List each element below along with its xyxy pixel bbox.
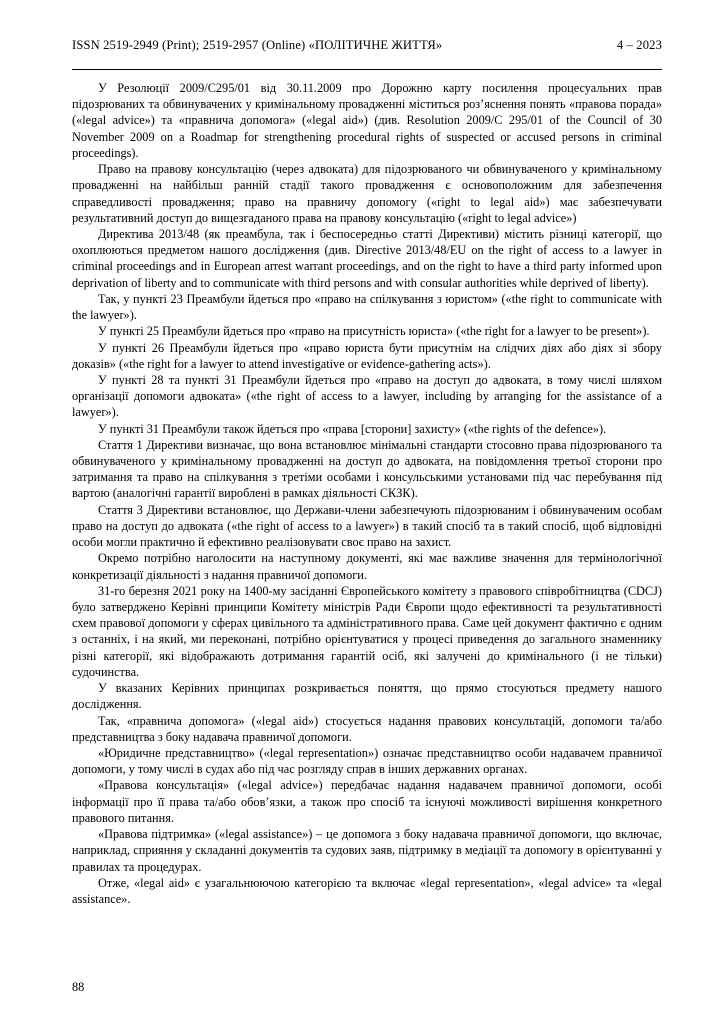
paragraph: «Правова підтримка» («legal assistance») – це допомога з боку надавача правничої допомоги, що включає, наприклад, сприяння у складанні документів та судових заяв, підтримку в медіації та допомогу в орієнтуванні у правилах та процедурах.: [72, 827, 662, 874]
article-body: [72, 80, 662, 907]
journal-title: ISSN 2519-2949 (Print); 2519-2957 (Online) «ПОЛІТИЧНЕ ЖИТТЯ»: [72, 38, 443, 52]
paragraph: У пункті 26 Преамбули йдеться про «право юриста бути присутнім на слідчих діях або діях зі збору доказів» («the right for a lawyer to attend investigative or evidence-gathering acts»).: [72, 340, 662, 371]
paragraph: Право на правову консультацію (через адвоката) для підозрюваного чи обвинуваченого у кримінальному провадженні на найбільш ранній стадії такого провадження є основоположним для забезпечення справедливості провадження; право на правничу допомогу («right to legal aid») має забезпечувати результативний доступ до вищезгаданого права на правову консультацію («right to legal advice»): [72, 162, 662, 225]
paragraph: Отже, «legal aid» є узагальнюючою категорією та включає «legal representation», «legal advice» та «legal assistance».: [72, 875, 662, 906]
paragraph: Стаття 1 Директиви визначає, що вона встановлює мінімальні стандарти стосовно права підозрюваного та обвинуваченого у кримінальному провадженні на доступ до адвоката, на повідомлення третьої сторони про затримання та право на спілкування з третіми особами і консульськими установами під час перебування під вартою (аналогічні гарантії вироблені в рамках діяльності СКЗК).: [72, 437, 662, 501]
paragraph: Так, «правнича допомога» («legal aid») стосується надання правових консультацій, допомоги та/або представництва з боку надавача правничої допомоги.: [72, 713, 662, 744]
paragraph: У пункті 31 Преамбули також йдеться про «права [сторони] захисту» («the rights of the defence»).: [98, 421, 607, 436]
issue-number: 4 – 2023: [616, 38, 662, 52]
paragraph: Окремо потрібно наголосити на наступному документі, які має важливе значення для термінологічної конкретизації діяльності з надання правничої допомоги.: [72, 551, 662, 582]
paragraph: У вказаних Керівних принципах розкривається поняття, що прямо стосуються предмету нашого дослідження.: [72, 681, 662, 712]
paragraph: 31-го березня 2021 року на 1400-му засіданні Європейського комітету з правового співробітництва (CDCJ) було затверджено Керівні принципи Комітету міністрів Ради Європи щодо ефективності та результативності схем правової допомоги у сферах цивільного та адміністративного права. Саме цей документ фактично є одним з останніх, і на який, ми переконані, потрібно орієнтуватися у процесі приведення до загального знаменнику різні категорії, які відображають дотримання гарантій осіб, які залучені до кримінального (і не тільки) судочинства.: [72, 583, 662, 679]
paragraph: «Правова консультація» («legal advice») передбачає надання надавачем правничої допомоги, особі інформації про її права та/або обов’язки, а також про спосіб та існуючі можливості вирішення конкретного правового питання.: [72, 778, 662, 825]
paragraph: У Резолюції 2009/C295/01 від 30.11.2009 про Дорожню карту посилення процесуальних прав підозрюваних та обвинувачених у кримінальному провадженні міститься роз’яснення понять «правова порада» («legal advice») та «правнича допомога» («legal aid») (див. Resolution 2009/C 295/01 of the Council of 30 November 2009 on a Roadmap for strengthening procedural rights of suspected or accused persons in criminal proceedings).: [72, 81, 662, 160]
paragraph: У пункті 28 та пункті 31 Преамбули йдеться про «право на доступ до адвоката, в тому числі шляхом організації допомоги адвоката» («the right of access to a lawyer, including by arranging for the assistance of a lawyer»).: [72, 372, 662, 420]
paragraph: «Юридичне представництво» («legal representation») означає представництво особи надавачем правничої допомоги, у тому числі в судах або під час розгляду справ в інших державних органах.: [72, 745, 662, 777]
page-number: 88: [72, 980, 85, 994]
paragraph: У пункті 25 Преамбули йдеться про «право на присутність юриста» («the right for a lawyer to be present»).: [98, 324, 650, 339]
page-header: [72, 38, 662, 53]
paragraph: Так, у пункті 23 Преамбули йдеться про «право на спілкування з юристом» («the right to communicate with the lawyer»).: [72, 291, 662, 323]
paragraph: Директива 2013/48 (як преамбула, так і беспосередньо статті Директиви) містить різниці категорії, що охоплюються предметом нашого дослідження (див. Directive 2013/48/EU on the right of access to a lawyer in criminal proceedings and in European arrest warrant proceedings, and on the right to have a third party informed upon deprivation of liberty and to communicate with third persons and with consular authorities while deprived of liberty).: [72, 226, 662, 290]
paragraph: Стаття 3 Директиви встановлює, що Держави-члени забезпечують підозрюваним і обвинуваченим особам право на доступ до адвоката («the right of access to a lawyer») в такий спосіб та в такий спосіб, щоб відповідні особи могли практично й ефективно реалізовувати своє право на захист.: [72, 502, 662, 550]
header-divider: [72, 69, 662, 70]
